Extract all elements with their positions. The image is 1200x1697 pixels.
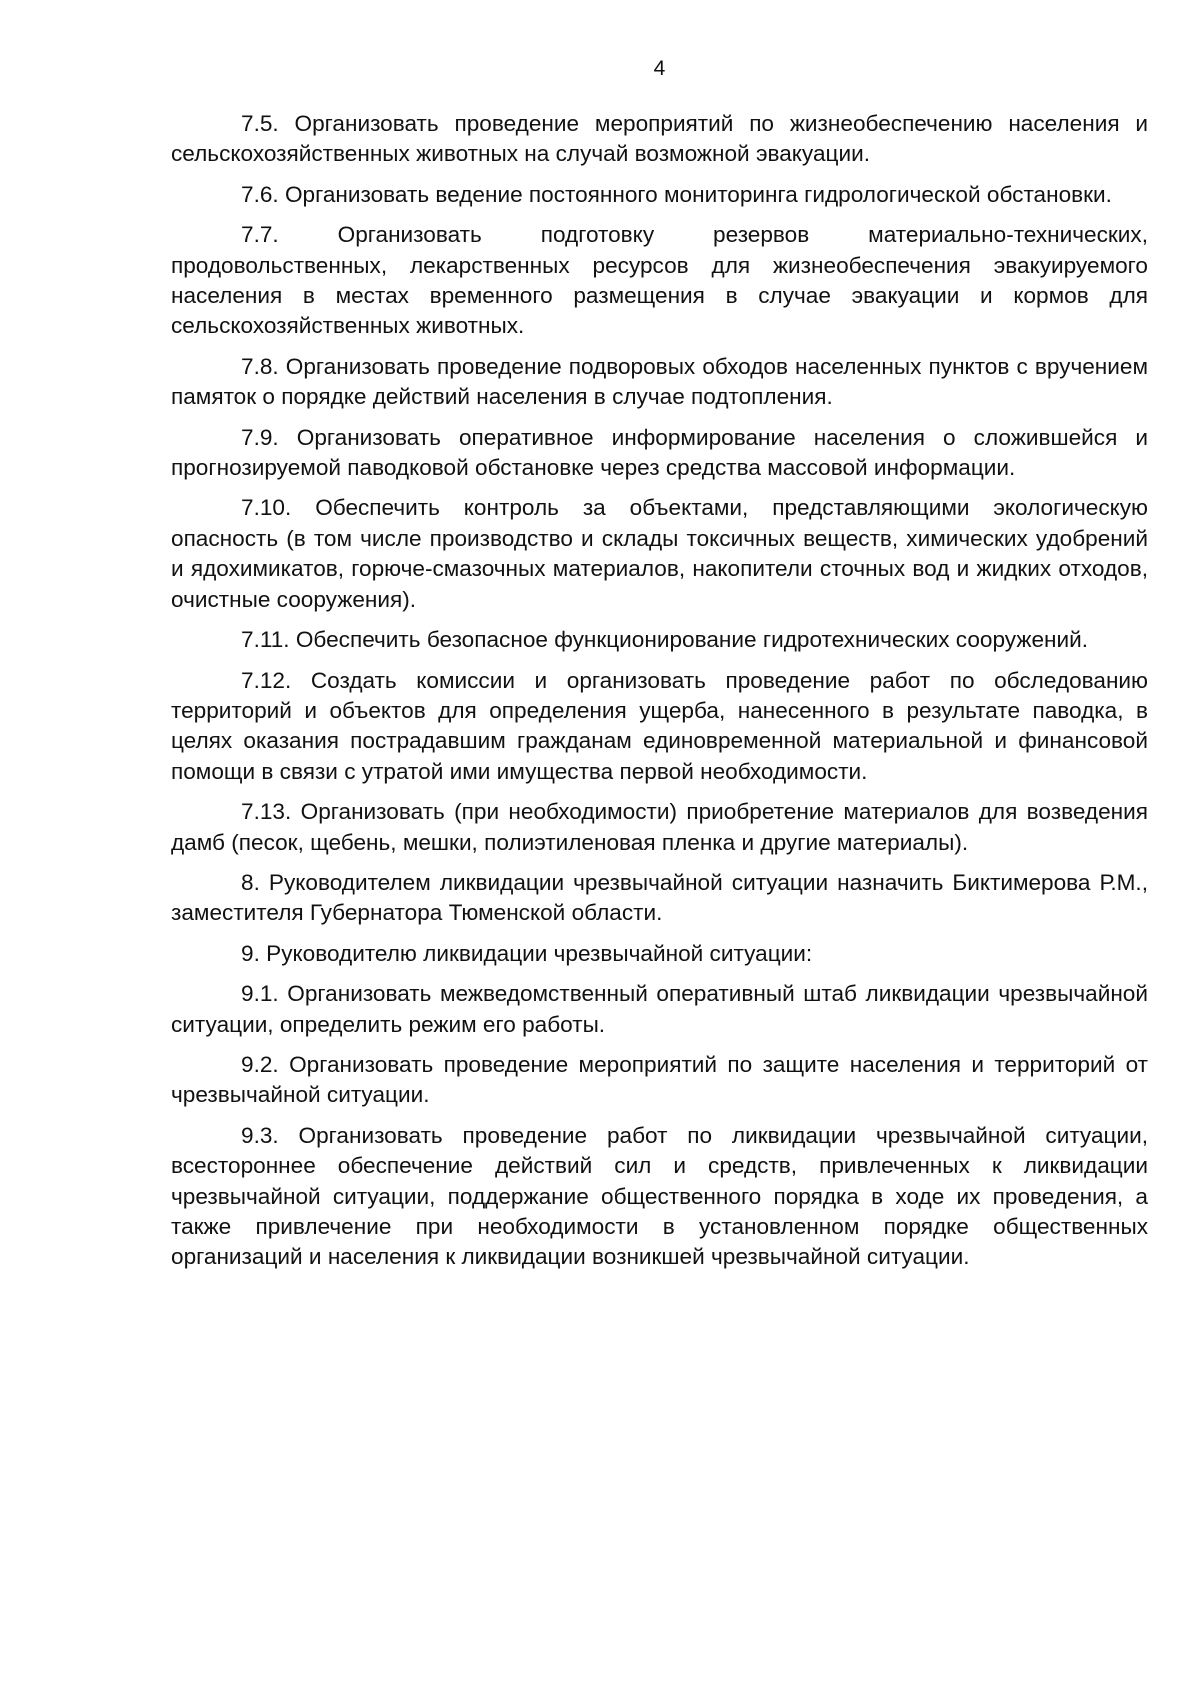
paragraph-7-9 <box>171 423 1148 484</box>
paragraph-text: Организовать оперативное информирование населения о сложившейся и прогнозируемой паводковой обстановке через средства массовой информации. <box>171 424 1148 481</box>
paragraph-text: Организовать проведение подворовых обходов населенных пунктов с вручением памяток о порядке действий населения в случае подтопления. <box>171 353 1148 410</box>
paragraph-text: Организовать проведение работ по ликвидации чрезвычайной ситуации, всестороннее обеспечение действий сил и средств, привлеченных к ликвидации чрезвычайной ситуации, поддержание общественного порядка в ходе их проведения, а также привлечение при необходимости в установленном порядке общественных организаций и населения к ликвидации возникшей чрезвычайной ситуации. <box>171 1122 1149 1270</box>
paragraph-text: Организовать ведение постоянного мониторинга гидрологической обстановки. <box>284 181 1112 207</box>
paragraph-number: 8. <box>241 869 260 895</box>
paragraph-9-1 <box>171 979 1148 1040</box>
paragraph-7-7 <box>171 220 1148 342</box>
paragraph-9-3 <box>171 1121 1148 1273</box>
paragraph-7-11 <box>171 625 1148 655</box>
paragraph-8 <box>171 868 1148 929</box>
paragraph-number: 9. <box>241 940 260 966</box>
paragraph-text: Организовать проведение мероприятий по жизнеобеспечению населения и сельскохозяйственных животных на случай возможной эвакуации. <box>171 111 1149 167</box>
paragraph-number: 7.5. <box>241 111 279 136</box>
paragraph-number: 7.9. <box>241 424 279 450</box>
paragraph-7-12 <box>171 666 1148 788</box>
paragraph-number: 7.8. <box>241 353 279 379</box>
paragraph-text: Организовать межведомственный оперативный штаб ликвидации чрезвычайной ситуации, определить режим его работы. <box>171 981 1148 1037</box>
paragraph-7-6 <box>171 180 1148 210</box>
paragraph-number: 7.11. <box>241 627 290 653</box>
paragraph-7-13 <box>171 797 1148 858</box>
paragraph-number: 9.3. <box>241 1122 279 1148</box>
paragraph-text: Организовать проведение мероприятий по защите населения и территорий от чрезвычайной ситуации. <box>171 1051 1148 1108</box>
paragraph-text: Руководителем ликвидации чрезвычайной ситуации назначить Биктимерова Р.М., заместителя Губернатора Тюменской области. <box>171 869 1148 926</box>
paragraph-number: 9.2. <box>241 1051 279 1077</box>
paragraph-7-10 <box>171 493 1148 615</box>
paragraph-text: Обеспечить безопасное функционирование гидротехнических сооружений. <box>295 627 1089 653</box>
paragraph-text: Руководителю ликвидации чрезвычайной ситуации: <box>266 940 813 966</box>
paragraph-number: 7.13. <box>241 799 292 825</box>
paragraph-text: Создать комиссии и организовать проведение работ по обследованию территорий и объектов для определения ущерба, нанесенного в результате паводка, в целях оказания пострадавшим гражданам единовременной материальной и финансовой помощи в связи с утратой ими имущества первой необходимости. <box>171 667 1148 784</box>
paragraph-9-2 <box>171 1050 1148 1111</box>
paragraph-7-8 <box>171 352 1148 413</box>
paragraph-text: Организовать подготовку резервов материально-технических, продовольственных, лекарственных ресурсов для жизнеобеспечения эвакуируемого населения в местах временного размещения в случае эвакуации и кормов для сельскохозяйственных животных. <box>171 222 1148 339</box>
paragraph-number: 9.1. <box>241 981 279 1007</box>
paragraph-number: 7.10. <box>241 495 292 521</box>
paragraph-number: 7.7. <box>241 222 279 248</box>
paragraph-text: Обеспечить контроль за объектами, представляющими экологическую опасность (в том числе производство и склады токсичных веществ, химических удобрений и ядохимикатов, горюче-смазочных материалов, накопители сточных вод и жидких отходов, очистные сооружения). <box>171 495 1148 612</box>
paragraph-9 <box>171 939 1148 969</box>
paragraph-number: 7.6. <box>241 181 279 207</box>
paragraph-number: 7.12. <box>241 667 292 693</box>
page-number: 4 <box>653 57 666 80</box>
paragraph-7-5 <box>171 109 1148 170</box>
paragraph-text: Организовать (при необходимости) приобретение материалов для возведения дамб (песок, щебень, мешки, полиэтиленовая пленка и другие материалы). <box>171 799 1148 855</box>
